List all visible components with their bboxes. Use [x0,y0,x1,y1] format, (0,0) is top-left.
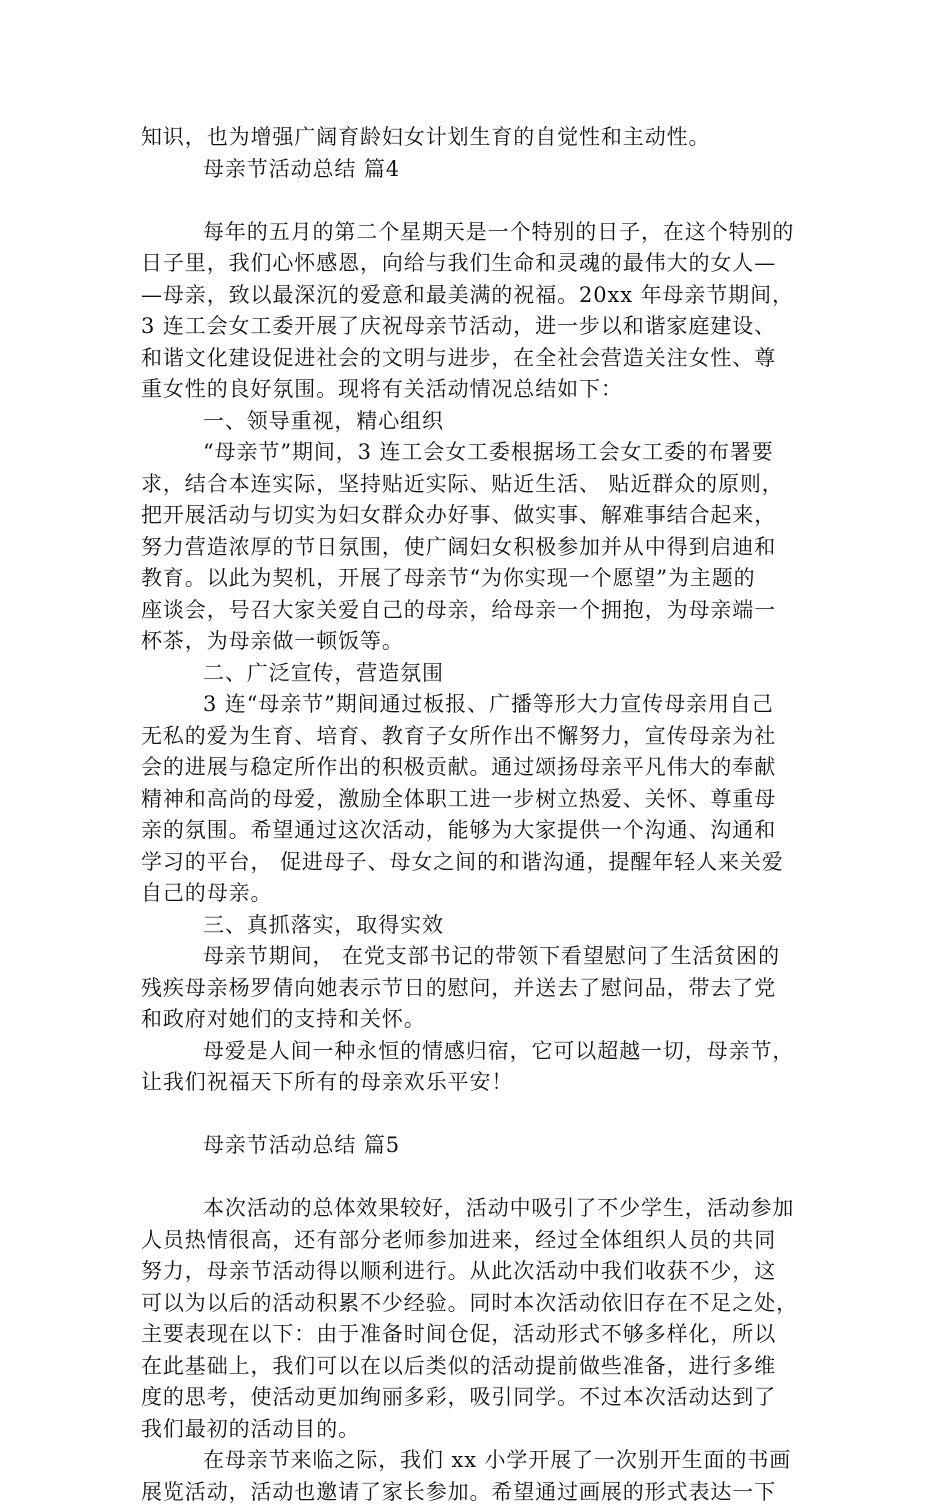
text-line: 和政府对她们的支持和关怀。 [141,1004,821,1036]
text-line: —母亲，致以最深沉的爱意和最美满的祝福。20xx 年母亲节期间， [141,280,821,312]
text-line: 在此基础上，我们可以在以后类似的活动提前做些准备，进行多维 [141,1351,821,1383]
text-line: 展览活动，活动也邀请了家长参加。希望通过画展的形式表达一下 [141,1477,821,1508]
text-line: 我们最初的活动目的。 [141,1414,821,1446]
text-line: 一、领导重视，精心组织 [141,406,821,438]
text-line: 三、真抓落实，取得实效 [141,910,821,942]
text-line: 3 连工会女工委开展了庆祝母亲节活动，进一步以和谐家庭建设、 [141,311,821,343]
text-line: 会的进展与稳定所作出的积极贡献。通过颂扬母亲平凡伟大的奉献 [141,752,821,784]
blank-line [141,185,821,217]
document-body [141,122,821,1508]
text-line: 把开展活动与切实为妇女群众办好事、做实事、解难事结合起来， [141,500,821,532]
text-line: 母亲节期间， 在党支部书记的带领下看望慰问了生活贫困的 [141,941,821,973]
text-line: 亲的氛围。希望通过这次活动，能够为大家提供一个沟通、沟通和 [141,815,821,847]
section-heading: 母亲节活动总结 篇5 [141,1130,821,1162]
text-line: 学习的平台， 促进母子、母女之间的和谐沟通，提醒年轻人来关爱 [141,847,821,879]
section-heading: 母亲节活动总结 篇4 [141,154,821,186]
text-line: 在母亲节来临之际，我们 xx 小学开展了一次别开生面的书画 [141,1445,821,1477]
text-line: 精神和高尚的母爱，激励全体职工进一步树立热爱、关怀、尊重母 [141,784,821,816]
text-line: 残疾母亲杨罗倩向她表示节日的慰问，并送去了慰问品，带去了党 [141,973,821,1005]
text-line: 人员热情很高，还有部分老师参加进来，经过全体组织人员的共同 [141,1225,821,1257]
text-line: 知识，也为增强广阔育龄妇女计划生育的自觉性和主动性。 [141,122,821,154]
text-line: 自己的母亲。 [141,878,821,910]
text-line: “母亲节”期间，3 连工会女工委根据场工会女工委的布署要 [141,437,821,469]
text-line: 重女性的良好氛围。现将有关活动情况总结如下： [141,374,821,406]
blank-line [141,1099,821,1131]
blank-line [141,1162,821,1194]
text-line: 求，结合本连实际，坚持贴近实际、贴近生活、 贴近群众的原则， [141,469,821,501]
text-line: 日子里，我们心怀感恩，向给与我们生命和灵魂的最伟大的女人— [141,248,821,280]
text-line: 可以为以后的活动积累不少经验。同时本次活动依旧存在不足之处， [141,1288,821,1320]
text-line: 二、广泛宣传，营造氛围 [141,658,821,690]
text-line: 杯茶，为母亲做一顿饭等。 [141,626,821,658]
text-line: 3 连“母亲节”期间通过板报、广播等形大力宣传母亲用自己 [141,689,821,721]
text-line: 努力营造浓厚的节日氛围，使广阔妇女积极参加并从中得到启迪和 [141,532,821,564]
text-line: 努力，母亲节活动得以顺利进行。从此次活动中我们收获不少，这 [141,1256,821,1288]
text-line: 母爱是人间一种永恒的情感归宿，它可以超越一切，母亲节， [141,1036,821,1068]
text-line: 无私的爱为生育、培育、教育子女所作出不懈努力，宣传母亲为社 [141,721,821,753]
text-line: 座谈会，号召大家关爱自己的母亲，给母亲一个拥抱，为母亲端一 [141,595,821,627]
text-line: 让我们祝福天下所有的母亲欢乐平安！ [141,1067,821,1099]
text-line: 度的思考，使活动更加绚丽多彩，吸引同学。不过本次活动达到了 [141,1382,821,1414]
text-line: 每年的五月的第二个星期天是一个特别的日子，在这个特别的 [141,217,821,249]
text-line: 本次活动的总体效果较好，活动中吸引了不少学生，活动参加 [141,1193,821,1225]
text-line: 教育。以此为契机，开展了母亲节“为你实现一个愿望”为主题的 [141,563,821,595]
text-line: 和谐文化建设促进社会的文明与进步，在全社会营造关注女性、尊 [141,343,821,375]
text-line: 主要表现在以下：由于准备时间仓促，活动形式不够多样化，所以 [141,1319,821,1351]
